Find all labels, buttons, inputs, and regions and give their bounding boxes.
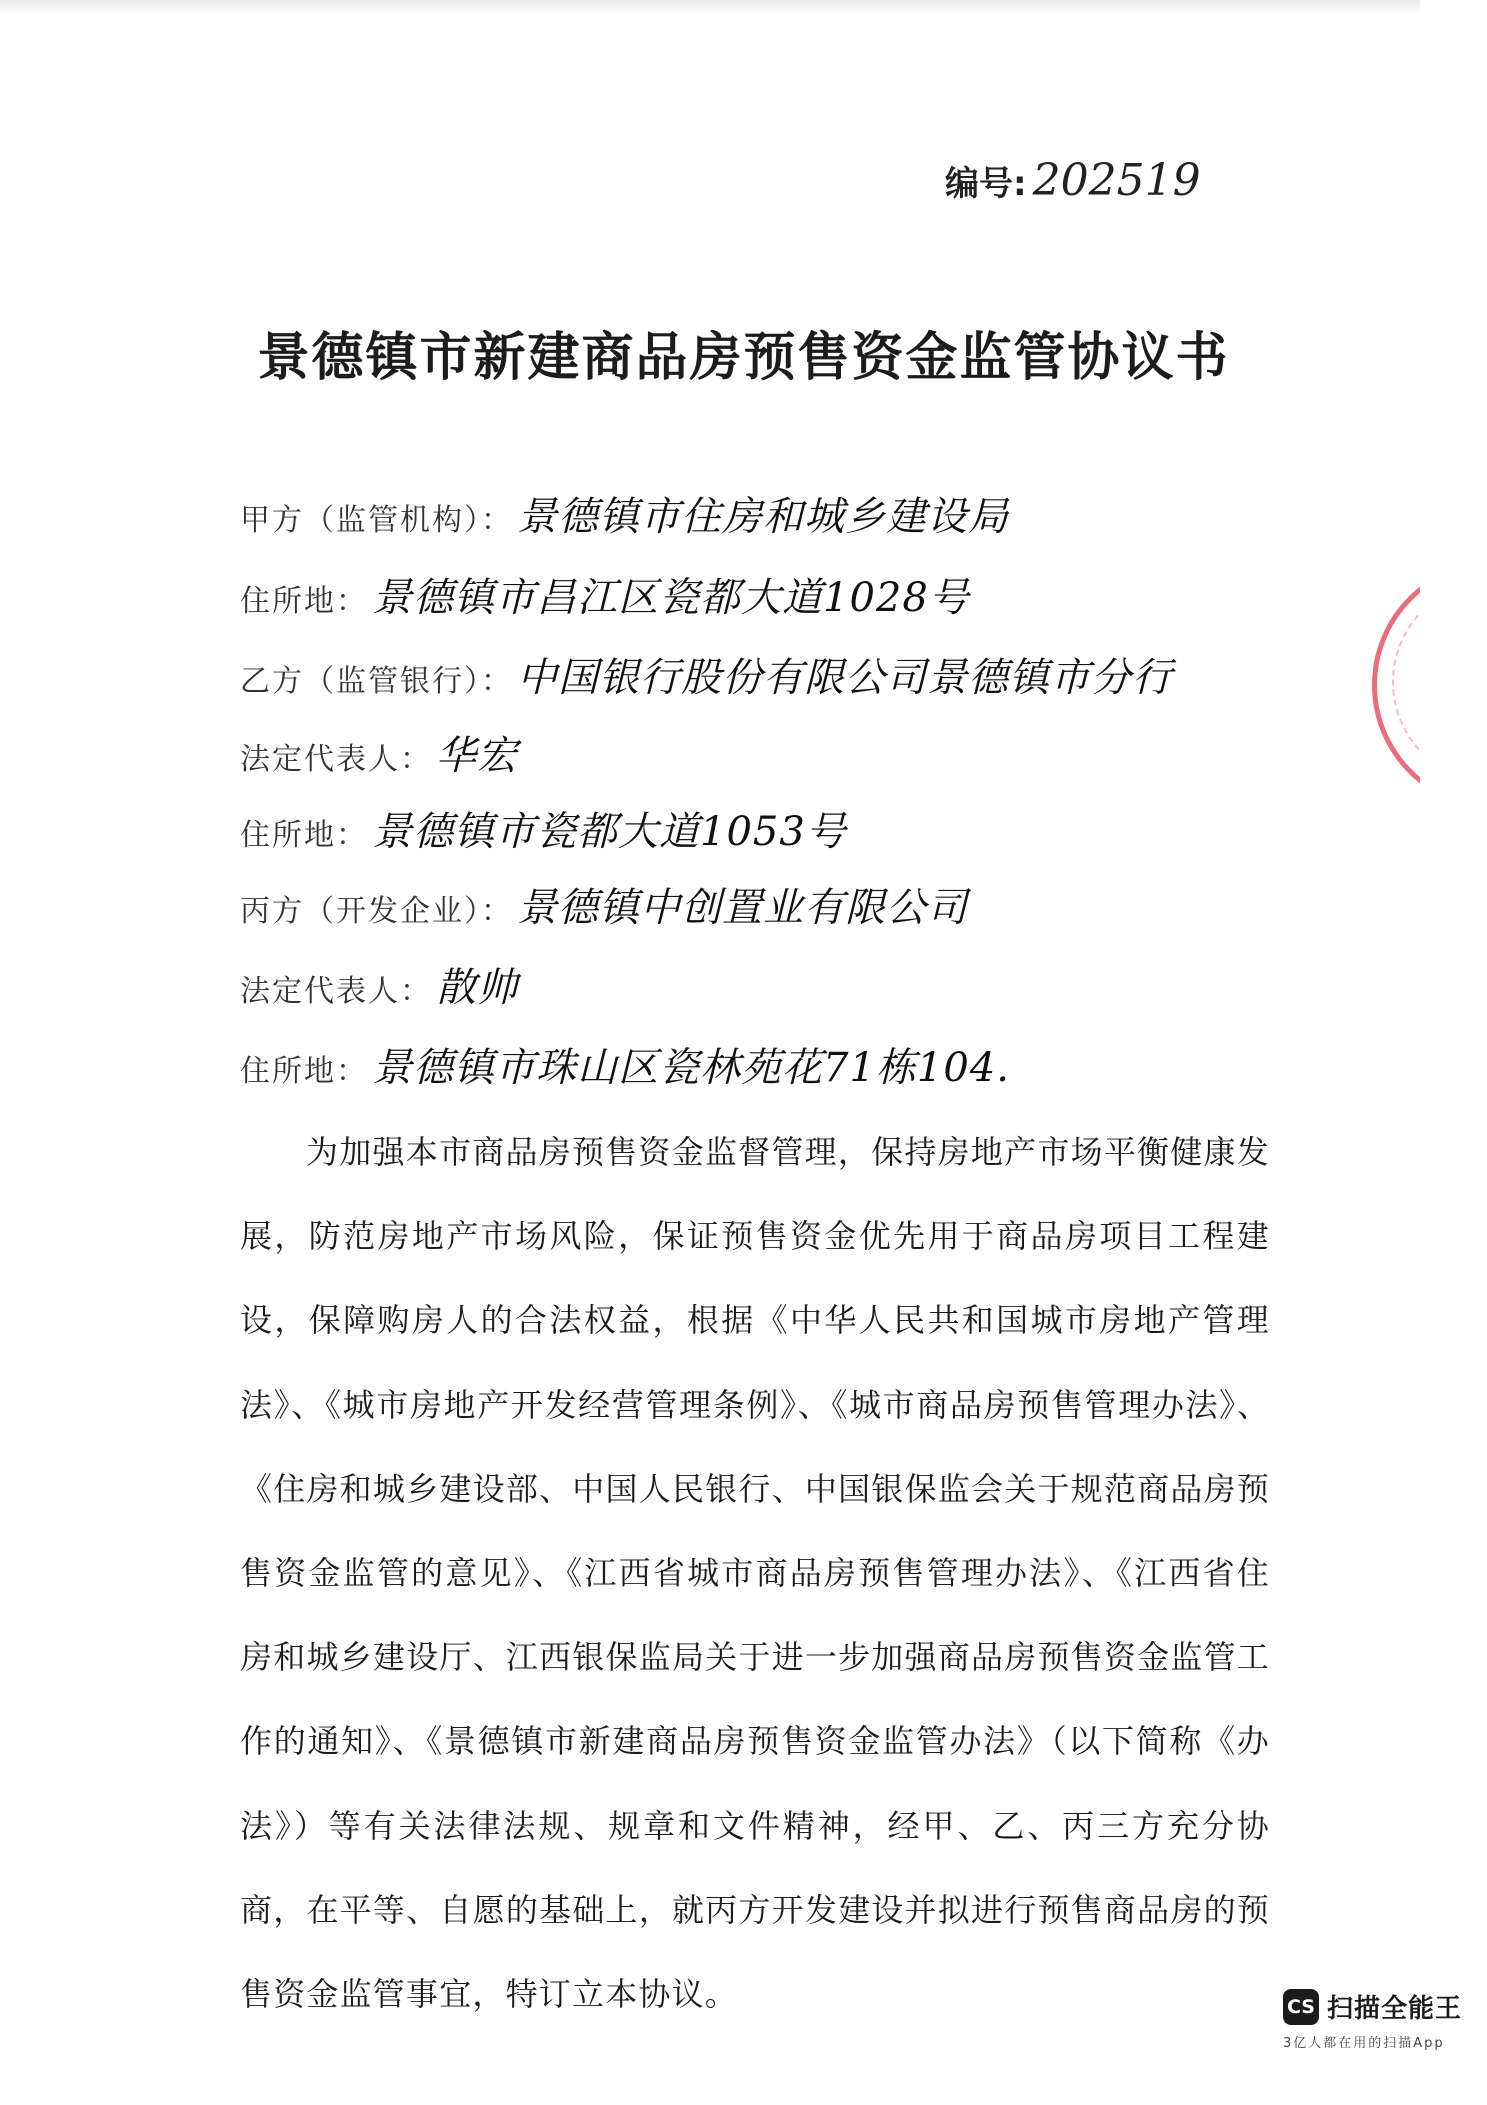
document-title: 景德镇市新建商品房预售资金监管协议书 bbox=[257, 327, 1230, 388]
party-b-representative-value: 华宏 bbox=[436, 733, 518, 779]
party-b-address bbox=[240, 800, 847, 857]
party-a-address-value: 景德镇市昌江区瓷都大道1028号 bbox=[372, 575, 970, 621]
watermark-tagline: 3亿人都在用的扫描App bbox=[1283, 2036, 1445, 2051]
party-a-address bbox=[240, 566, 970, 623]
party-b bbox=[240, 646, 1173, 703]
party-a-address-label: 住所地： bbox=[240, 584, 368, 619]
party-a-value: 景德镇市住房和城乡建设局 bbox=[517, 494, 1009, 540]
party-c-representative-label: 法定代表人： bbox=[240, 974, 432, 1009]
party-b-address-label: 住所地： bbox=[240, 818, 368, 853]
serial-label: 编号: bbox=[945, 164, 1027, 204]
party-a bbox=[240, 485, 1009, 542]
party-c-value: 景德镇中创置业有限公司 bbox=[517, 885, 968, 931]
camscanner-logo-icon: CS bbox=[1283, 1989, 1319, 2025]
party-b-representative-label: 法定代表人： bbox=[240, 742, 432, 777]
party-c-address-value: 景德镇市珠山区瓷林苑花71栋104. bbox=[372, 1045, 1010, 1091]
party-c bbox=[240, 876, 968, 933]
party-b-label: 乙方（监管银行）： bbox=[240, 664, 513, 699]
party-a-label: 甲方（监管机构）： bbox=[240, 503, 513, 538]
party-b-value: 中国银行股份有限公司景德镇市分行 bbox=[517, 655, 1173, 701]
party-c-representative bbox=[240, 956, 518, 1013]
scanner-watermark bbox=[1283, 1988, 1462, 2025]
page-right-margin bbox=[1420, 0, 1487, 2105]
party-c-label: 丙方（开发企业）： bbox=[240, 894, 513, 929]
serial-number bbox=[945, 155, 1201, 206]
watermark-name: 扫描全能王 bbox=[1327, 1994, 1463, 2024]
party-b-representative bbox=[240, 724, 518, 781]
party-c-address-label: 住所地： bbox=[240, 1054, 368, 1089]
agreement-preamble: 为加强本市商品房预售资金监督管理，保持房地产市场平衡健康发展，防范房地产市场风险，保证预售资金优先用于商品房项目工程建设，保障购房人的合法权益，根据《中华人民共和国城市房地产管理法》、《城市房地产开发经营管理条例》、《城市商品房预售管理办法》、《住房和城乡建设部、中国人民银行、中国银保监会关于规范商品房预售资金监管的意见》、《江西省城市商品房预售管理办法》、《江西省住房和城乡建设厅、江西银保监局关于进一步加强商品房预售资金监管工作的通知》、《景德镇市新建商品房预售资金监管办法》（以下简称《办法》）等有关法律法规、规章和文件精神，经甲、乙、丙三方充分协商，在平等、自愿的基础上，就丙方开发建设并拟进行预售商品房的预售资金监管事宜，特订立本协议。 bbox=[240, 1133, 1270, 2014]
scan-edge bbox=[0, 0, 1487, 14]
serial-value: 202519 bbox=[1032, 155, 1201, 206]
party-c-address bbox=[240, 1036, 1010, 1093]
party-c-representative-value: 散帅 bbox=[436, 965, 518, 1011]
party-b-address-value: 景德镇市瓷都大道1053号 bbox=[372, 809, 847, 855]
